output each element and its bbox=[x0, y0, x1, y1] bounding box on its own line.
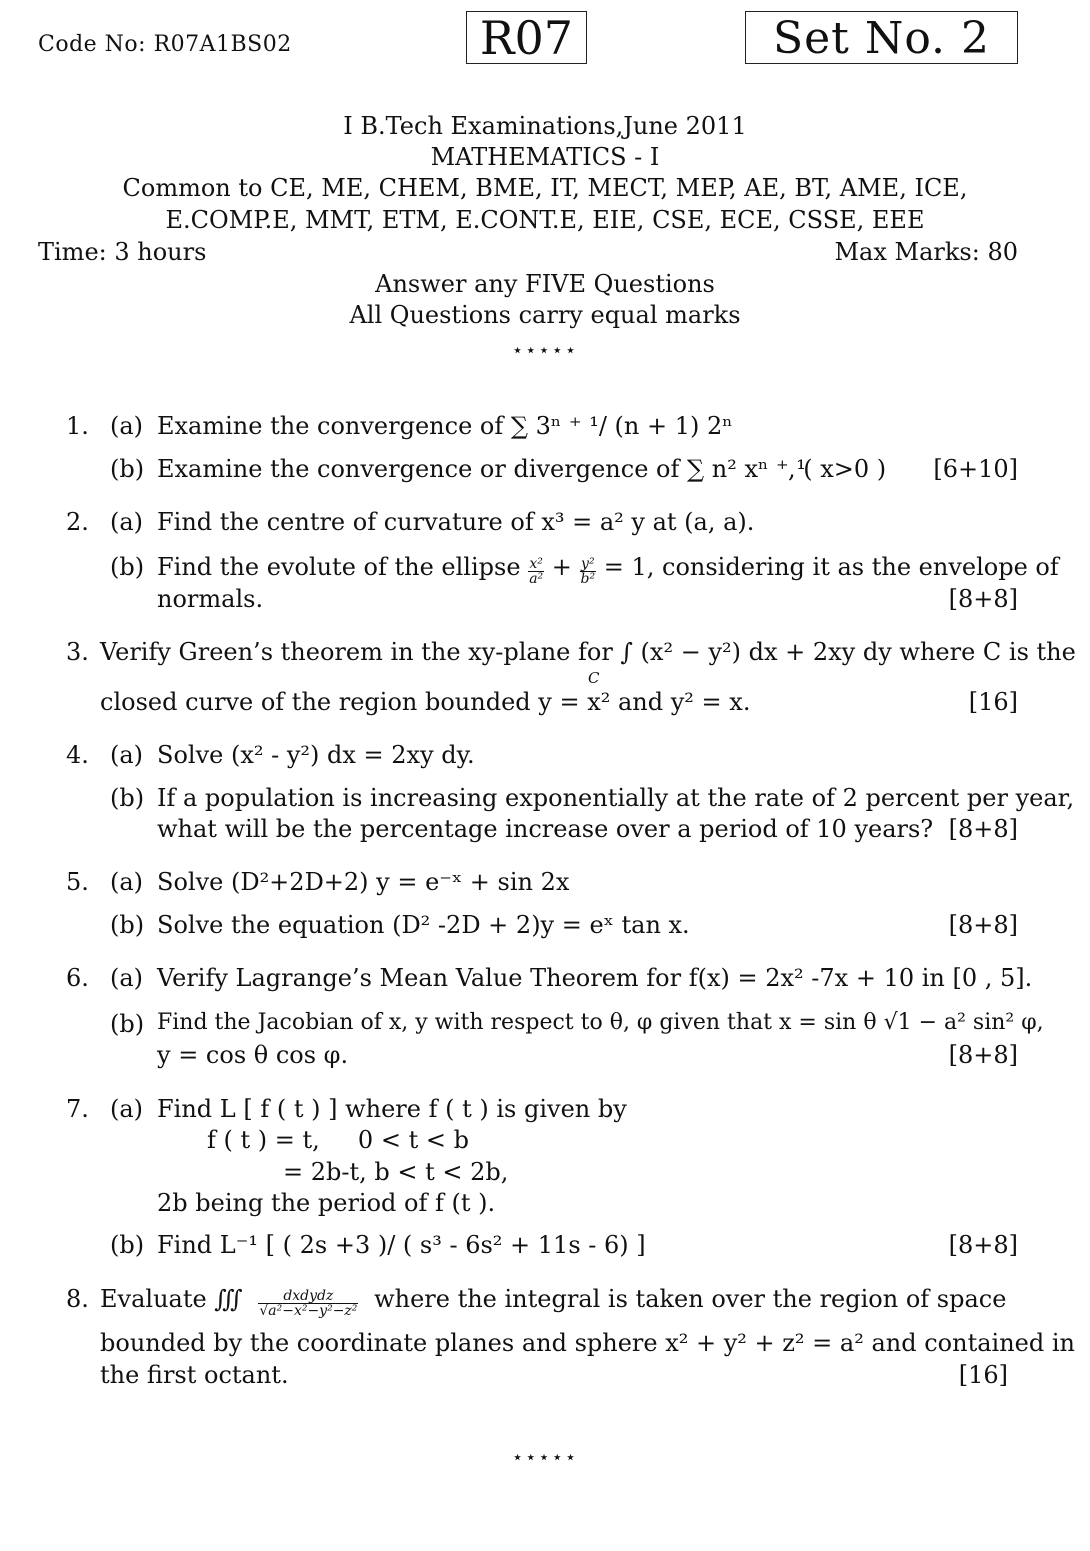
header-stars: ⋆⋆⋆⋆⋆ bbox=[511, 340, 579, 361]
question-2-marks: [8+8] bbox=[948, 585, 1018, 613]
question-3-number: 3. bbox=[66, 638, 89, 666]
question-4-marks: [8+8] bbox=[948, 815, 1018, 843]
question-6b-text-cont: y = cos θ cos φ. bbox=[157, 1041, 349, 1069]
question-1b-text: Examine the convergence or divergence of ∑ n² xⁿ ⁺ ¹ bbox=[157, 455, 806, 483]
question-7-number: 7. bbox=[66, 1095, 89, 1123]
max-marks: Max Marks: 80 bbox=[834, 238, 1018, 266]
question-2b-label: (b) bbox=[110, 553, 145, 581]
question-4b-label: (b) bbox=[110, 784, 145, 812]
question-3-marks: [16] bbox=[968, 688, 1018, 716]
branches-line-1: Common to CE, ME, CHEM, BME, IT, MECT, MEP, AE, BT, AME, ICE, bbox=[122, 174, 968, 202]
instruction-answer: Answer any FIVE Questions bbox=[375, 270, 715, 298]
question-5-marks: [8+8] bbox=[948, 911, 1018, 939]
question-5b-label: (b) bbox=[110, 911, 145, 939]
question-6b-label: (b) bbox=[110, 1010, 145, 1038]
question-8-text-cont: bounded by the coordinate planes and sphere x² + y² + z² = a² and contained in bbox=[100, 1329, 1075, 1357]
question-1a-label: (a) bbox=[110, 412, 144, 440]
question-7-marks: [8+8] bbox=[948, 1231, 1018, 1259]
question-1-number: 1. bbox=[66, 412, 89, 440]
question-8-marks: [16] bbox=[958, 1361, 1008, 1389]
question-7b-text: Find L⁻¹ [ ( 2s +3 )/ ( s³ - 6s² + 11s - 6) ] bbox=[157, 1231, 646, 1259]
question-8-integrand: $\frac{\text{dxdydz}}{\text{√a²−x²−y²−z²}}$ bbox=[259, 1288, 358, 1319]
question-4a-label: (a) bbox=[110, 741, 144, 769]
branches-line-2: E.COMP.E, MMT, ETM, E.CONT.E, EIE, CSE, ECE, CSSE, EEE bbox=[165, 206, 925, 234]
question-7b-label: (b) bbox=[110, 1231, 145, 1259]
code-number: Code No: R07A1BS02 bbox=[38, 32, 292, 57]
question-2-number: 2. bbox=[66, 508, 89, 536]
question-2b-text: Find the evolute of the ellipse $\frac{\text{x²}}{\text{a²}}$ + $\frac{\text{y²}}{\text{b²}}$ = 1, considering it as the envelope of bbox=[157, 553, 1059, 587]
question-2b-text-cont: normals. bbox=[157, 585, 264, 613]
question-6-number: 6. bbox=[66, 964, 89, 992]
question-7a-label: (a) bbox=[110, 1095, 144, 1123]
exam-title: I B.Tech Examinations,June 2011 bbox=[343, 112, 747, 140]
question-1b-condition: , ( x>0 ) bbox=[788, 455, 887, 483]
question-7a-case-1: f ( t ) = t, 0 < t < b bbox=[207, 1126, 469, 1154]
question-4a-text: Solve (x² - y²) dx = 2xy dy. bbox=[157, 741, 475, 769]
question-8-number: 8. bbox=[66, 1285, 89, 1313]
question-3-contour-label: C bbox=[588, 669, 600, 687]
ellipse-term-x: $\frac{\text{x²}}{\text{a²}}$ bbox=[529, 556, 544, 587]
regulation-box: R07 bbox=[466, 11, 587, 64]
question-4b-text: If a population is increasing exponentially at the rate of 2 percent per year, bbox=[157, 784, 1075, 812]
question-1-marks: [6+10] bbox=[933, 455, 1018, 483]
question-5a-label: (a) bbox=[110, 868, 144, 896]
question-6-marks: [8+8] bbox=[948, 1041, 1018, 1069]
question-7a-case-2: = 2b-t, b < t < 2b, bbox=[283, 1158, 509, 1186]
question-1a-text: Examine the convergence of ∑ 3ⁿ ⁺ ¹/ (n + 1) 2ⁿ bbox=[157, 412, 733, 440]
question-6a-label: (a) bbox=[110, 964, 144, 992]
question-7a-text: Find L [ f ( t ) ] where f ( t ) is given by bbox=[157, 1095, 627, 1123]
question-3-text: Verify Green’s theorem in the xy-plane for ∫ (x² − y²) dx + 2xy dy where C is the bbox=[100, 638, 1076, 666]
question-8-text: Evaluate ∭ $\frac{\text{dxdydz}}{\text{√a²−x²−y²−z²}}$ where the integral is taken over the region of space bbox=[100, 1285, 1007, 1319]
question-3-text-cont: closed curve of the region bounded y = x² and y² = x. bbox=[100, 688, 751, 716]
question-2a-text: Find the centre of curvature of x³ = a² y at (a, a). bbox=[157, 508, 755, 536]
question-4-number: 4. bbox=[66, 741, 89, 769]
question-5a-text: Solve (D²+2D+2) y = e⁻ˣ + sin 2x bbox=[157, 868, 570, 896]
footer-stars: ⋆⋆⋆⋆⋆ bbox=[511, 1447, 579, 1468]
question-4b-text-cont: what will be the percentage increase over a period of 10 years? bbox=[157, 815, 934, 843]
question-5-number: 5. bbox=[66, 868, 89, 896]
exam-duration: Time: 3 hours bbox=[38, 238, 207, 266]
question-5b-text: Solve the equation (D² -2D + 2)y = eˣ tan x. bbox=[157, 911, 690, 939]
question-2a-label: (a) bbox=[110, 508, 144, 536]
question-8-text-end: the first octant. bbox=[100, 1361, 289, 1389]
question-6b-text: Find the Jacobian of x, y with respect to θ, φ given that x = sin θ √1 − a² sin² φ, bbox=[157, 1010, 1044, 1035]
set-number-box: Set No. 2 bbox=[745, 11, 1018, 64]
question-1b-label: (b) bbox=[110, 455, 145, 483]
subject-title: MATHEMATICS - I bbox=[430, 143, 660, 171]
ellipse-term-y: $\frac{\text{y²}}{\text{b²}}$ bbox=[580, 556, 596, 587]
instruction-marks: All Questions carry equal marks bbox=[349, 301, 741, 329]
question-6a-text: Verify Lagrange’s Mean Value Theorem for f(x) = 2x² -7x + 10 in [0 , 5]. bbox=[157, 964, 1033, 992]
question-7a-period: 2b being the period of f (t ). bbox=[157, 1189, 496, 1217]
